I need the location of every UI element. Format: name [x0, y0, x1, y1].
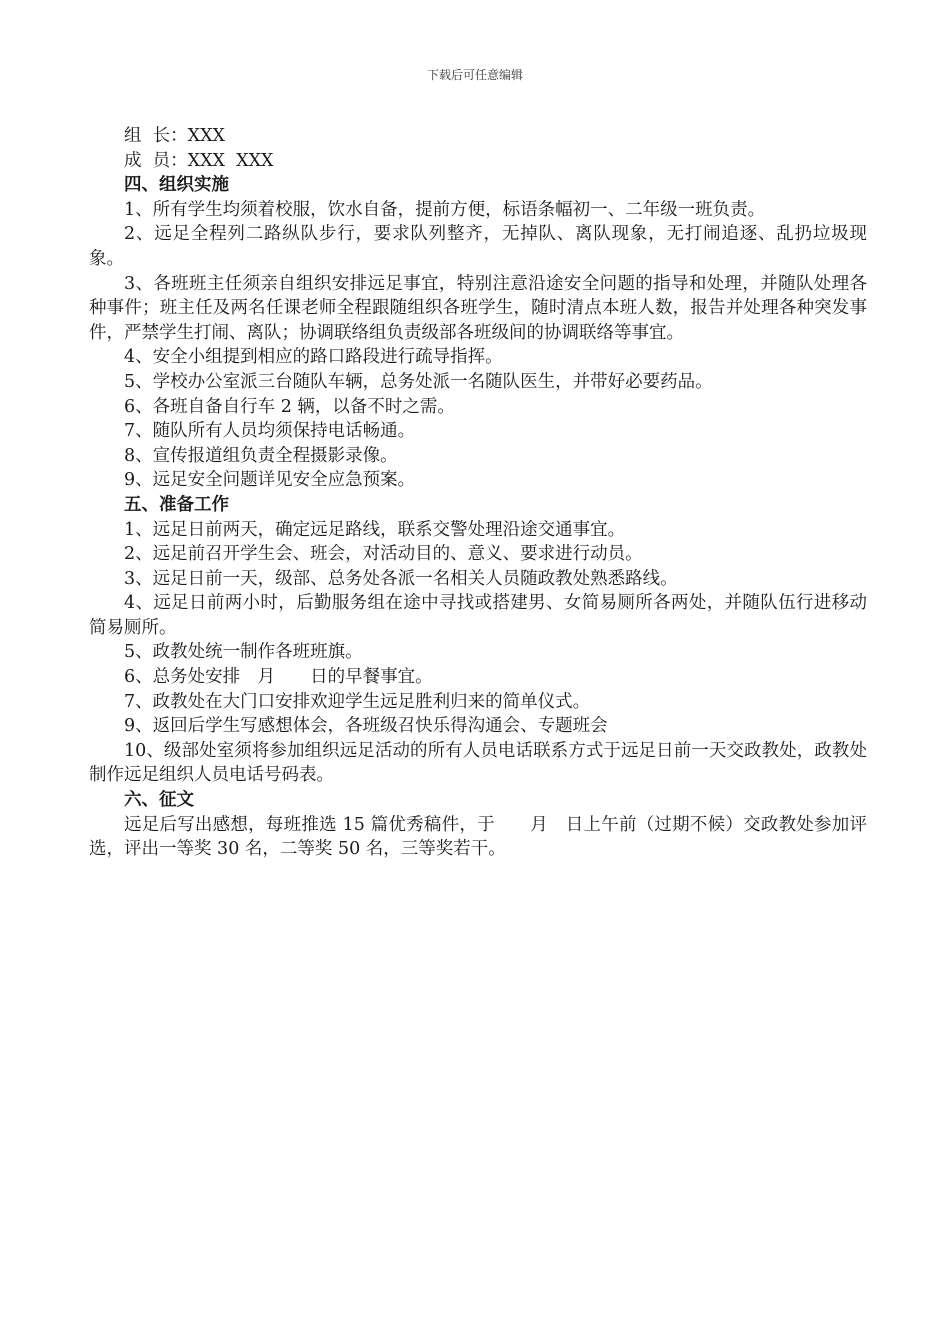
section-5-item-10: 10、级部处室须将参加组织远足活动的所有人员电话联系方式于远足日前一天交政教处，政教处制作远足组织人员电话号码表。 [89, 740, 867, 786]
section-4-item-6: 6、各班自备自行车 2 辆，以备不时之需。 [124, 396, 455, 417]
section-4-item-1: 1、所有学生均须着校服，饮水自备，提前方便，标语条幅初一、二年级一班负责。 [124, 199, 766, 220]
section-5-item-5: 5、政教处统一制作各班班旗。 [124, 642, 363, 663]
section-4-heading: 四、组织实施 [124, 175, 229, 196]
section-5-item-1: 1、远足日前两天，确定远足路线，联系交警处理沿途交通事宜。 [124, 519, 626, 540]
section-4-item-7: 7、随队所有人员均须保持电话畅通。 [124, 421, 416, 442]
section-5-item-3: 3、远足日前一天，级部、总务处各派一名相关人员随政教处熟悉路线。 [124, 568, 678, 589]
section-5-item-7: 7、政教处在大门口安排欢迎学生远足胜利归来的简单仪式。 [124, 691, 591, 712]
section-4-item-3: 3、各班班主任须亲自组织安排远足事宜，特别注意沿途安全问题的指导和处理，并随队处理各种事件；班主任及两名任课老师全程跟随组织各班学生，随时清点本班人数，报告并处理各种突发事件，严禁学生打闹、离队；协调联络组负责级部各班级间的协调联络等事宜。 [89, 273, 867, 343]
page-header-note: 下载后可任意编辑 [426, 68, 523, 82]
section-4-item-5: 5、学校办公室派三台随队车辆，总务处派一名随队医生，并带好必要药品。 [124, 371, 713, 392]
section-6-heading: 六、征文 [124, 790, 194, 811]
section-6-item-1: 远足后写出感想，每班推选 15 篇优秀稿件，于 月 日上午前（过期不候）交政教处参加评选，评出一等奖 30 名，二等奖 50 名，三等奖若干。 [89, 814, 867, 860]
section-4-item-9: 9、远足安全问题详见安全应急预案。 [124, 470, 416, 491]
section-5-item-9: 9、返回后学生写感想体会，各班级召快乐得沟通会、专题班会 [124, 716, 608, 737]
section-4-item-4: 4、安全小组提到相应的路口路段进行疏导指挥。 [124, 347, 503, 368]
section-4-item-8: 8、宣传报道组负责全程摄影录像。 [124, 445, 398, 466]
group-member-line: 成 员：XXX XXX [124, 150, 274, 171]
section-5-item-4: 4、远足日前两小时，后勤服务组在途中寻找或搭建男、女简易厕所各两处，并随队伍行进移动简易厕所。 [89, 593, 867, 638]
document-body [89, 124, 867, 862]
section-5-heading: 五、准备工作 [124, 494, 229, 515]
section-4-item-2: 2、远足全程列二路纵队步行，要求队列整齐，无掉队、离队现象，无打闹追逐、乱扔垃圾现象。 [89, 224, 867, 269]
section-5-item-6: 6、总务处安排 月 日的早餐事宜。 [124, 667, 433, 688]
group-leader-line: 组 长：XXX [124, 126, 226, 146]
section-5-item-2: 2、远足前召开学生会、班会，对活动目的、意义、要求进行动员。 [124, 544, 643, 565]
